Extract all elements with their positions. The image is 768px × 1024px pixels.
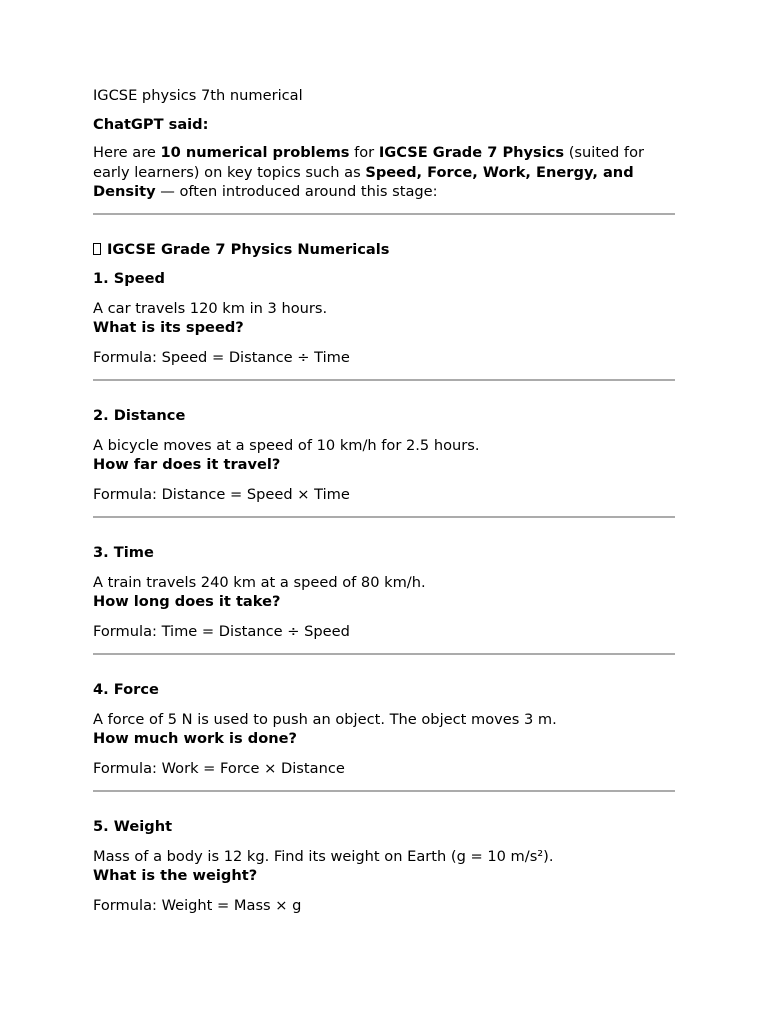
problem-formula: Formula: Speed = Distance ÷ Time: [93, 348, 350, 366]
divider: [93, 790, 675, 792]
intro-bold-3: Speed, Force, Work, Energy, and Density: [93, 163, 634, 200]
intro-text-4: — often introduced around this stage:: [155, 183, 438, 200]
problem-3: [93, 543, 675, 641]
intro-text-1: Here are: [93, 144, 161, 161]
problem-4: [93, 680, 675, 778]
problem-statement: Mass of a body is 12 kg. Find its weight on Earth (g = 10 m/s²).: [93, 847, 554, 865]
problem-statement: A bicycle moves at a speed of 10 km/h for 2.5 hours.: [93, 436, 480, 454]
problem-question: What is its speed?: [93, 319, 244, 336]
problem-heading: 5. Weight: [93, 818, 173, 835]
intro-paragraph: [93, 143, 675, 202]
intro-bold-2: IGCSE Grade 7 Physics: [378, 144, 565, 161]
box-icon: [93, 243, 101, 255]
problem-statement: A car travels 120 km in 3 hours.: [93, 299, 328, 317]
problem-statement: A force of 5 N is used to push an object. The object moves 3 m.: [93, 710, 557, 728]
problem-formula: Formula: Work = Force × Distance: [93, 759, 345, 777]
problem-heading: 3. Time: [93, 544, 154, 561]
problem-heading: 2. Distance: [93, 407, 186, 424]
problem-heading: 4. Force: [93, 681, 159, 698]
problem-question: What is the weight?: [93, 867, 258, 884]
problem-formula: Formula: Weight = Mass × g: [93, 896, 302, 914]
problem-formula: Formula: Time = Distance ÷ Speed: [93, 622, 350, 640]
problem-formula: Formula: Distance = Speed × Time: [93, 485, 350, 503]
intro-bold-1: 10 numerical problems: [160, 144, 350, 161]
problem-5: [93, 817, 675, 915]
problem-1: [93, 269, 675, 367]
intro-text-2: for: [349, 144, 379, 161]
problem-question: How far does it travel?: [93, 456, 281, 473]
speaker-label: ChatGPT said:: [93, 115, 209, 133]
problem-question: How long does it take?: [93, 593, 281, 610]
intro-text-3: (suited for early learners) on key topics such as: [93, 144, 645, 181]
problem-2: [93, 406, 675, 504]
divider: [93, 653, 675, 655]
problem-statement: A train travels 240 km at a speed of 80 km/h.: [93, 573, 426, 591]
divider: [93, 516, 675, 518]
divider: [93, 379, 675, 381]
problem-question: How much work is done?: [93, 730, 298, 747]
problem-heading: 1. Speed: [93, 270, 165, 287]
divider: [93, 213, 675, 215]
section-heading: [93, 240, 675, 260]
document-title: IGCSE physics 7th numerical: [93, 87, 303, 104]
section-heading-text: IGCSE Grade 7 Physics Numericals: [107, 240, 390, 258]
document-page: [93, 86, 675, 927]
